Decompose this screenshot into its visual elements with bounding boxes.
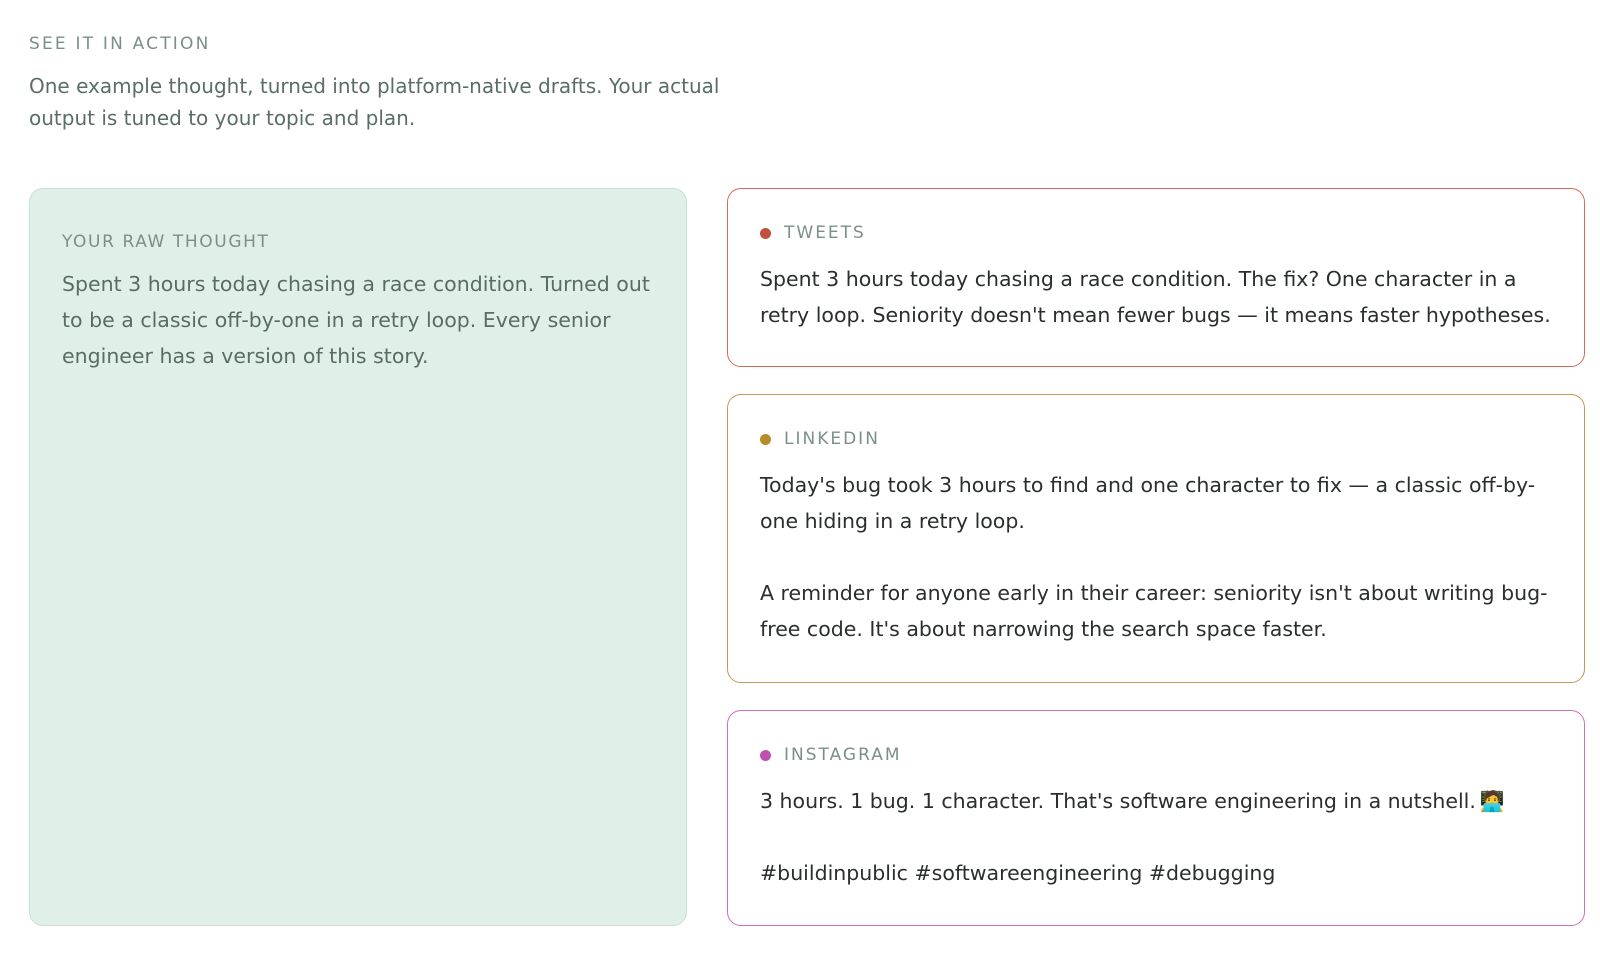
linkedin-card-header bbox=[760, 427, 1552, 451]
instagram-draft-paragraph-1 bbox=[760, 783, 1552, 819]
raw-thought-text: Spent 3 hours today chasing a race condition. Turned out to be a classic off-by-one in a retry loop. Every senior engineer has a version of this story. bbox=[62, 272, 650, 368]
tweets-label: TWEETS bbox=[784, 223, 866, 243]
tweets-card-header bbox=[760, 221, 1552, 245]
tweets-dot-icon bbox=[760, 228, 771, 239]
linkedin-dot-icon bbox=[760, 434, 771, 445]
raw-thought-label: YOUR RAW THOUGHT bbox=[62, 232, 270, 252]
tweets-draft-text: Spent 3 hours today chasing a race condition. The fix? One character in a retry loop. Seniority doesn't mean fewer bugs — it means faster hypotheses. bbox=[760, 267, 1551, 327]
instagram-dot-icon bbox=[760, 750, 771, 761]
tweets-card bbox=[727, 188, 1585, 367]
instagram-label: INSTAGRAM bbox=[784, 745, 902, 765]
instagram-caption-text: 3 hours. 1 bug. 1 character. That's software engineering in a nutshell. bbox=[760, 789, 1476, 813]
linkedin-draft-paragraph-1: Today's bug took 3 hours to find and one character to fix — a classic off-by-one hiding in a retry loop. bbox=[760, 473, 1536, 533]
instagram-hashtags: #buildinpublic #softwareengineering #debugging bbox=[760, 861, 1276, 885]
linkedin-draft-paragraph-2: A reminder for anyone early in their career: seniority isn't about writing bug-free code. It's about narrowing the search space faster. bbox=[760, 581, 1548, 641]
instagram-card-header bbox=[760, 743, 1552, 767]
linkedin-label: LINKEDIN bbox=[784, 429, 880, 449]
technologist-emoji-icon: 🧑‍💻 bbox=[1479, 789, 1505, 813]
instagram-card bbox=[727, 710, 1585, 926]
section-intro: One example thought, turned into platform-native drafts. Your actual output is tuned to your topic and plan. bbox=[29, 74, 720, 130]
linkedin-card bbox=[727, 394, 1585, 683]
section-eyebrow: SEE IT IN ACTION bbox=[29, 34, 211, 54]
raw-thought-card bbox=[29, 188, 687, 926]
